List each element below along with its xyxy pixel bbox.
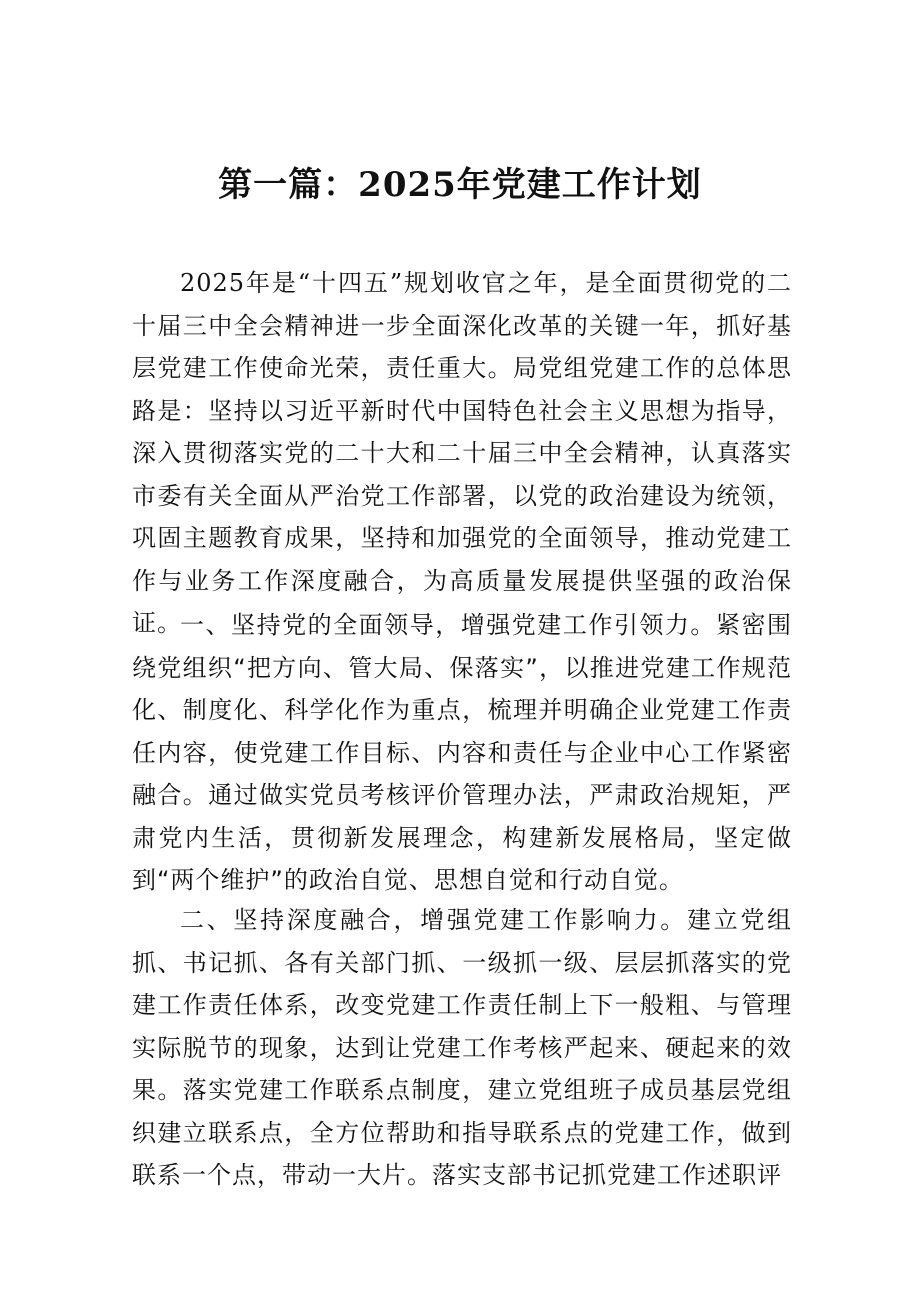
- paragraph-section-two: 二、坚持深度融合，增强党建工作影响力。建立党组抓、书记抓、各有关部门抓、一级抓一级、层层抓落实的党建工作责任体系，改变党建工作责任制上下一般粗、与管理实际脱节的现象，达到让党建工作考核严起来、硬起来的效果。落实党建工作联系点制度，建立党组班子成员基层党组织建立联系点，全方位帮助和指导联系点的党建工作，做到联系一个点，带动一大片。落实支部书记抓党建工作述职评: [132, 906, 792, 1189]
- paragraph-section-one: 一、坚持党的全面领导，增强党建工作引领力。紧密围绕党组织“把方向、管大局、保落实”，以推进党建工作规范化、制度化、科学化作为重点，梳理并明确企业党建工作责任内容，使党建工作目标、内容和责任与企业中心工作紧密融合。通过做实党员考核评价管理办法，严肃政治规矩，严肃党内生活，贯彻新发展理念，构建新发展格局，坚定做到“两个维护”的政治自觉、思想自觉和行动自觉。: [132, 611, 792, 894]
- document-title: 第一篇：2025年党建工作计划: [218, 165, 702, 205]
- paragraph-intro: 2025年是“十四五”规划收官之年，是全面贯彻党的二十届三中全会精神进一步全面深化改革的关键一年，抓好基层党建工作使命光荣，责任重大。局党组党建工作的总体思路是：坚持以习近平新时代中国特色社会主义思想为指导，深入贯彻落实党的二十大和二十届三中全会精神，认真落实市委有关全面从严治党工作部署，以党的政治建设为统领，巩固主题教育成果，坚持和加强党的全面领导，推动党建工作与业务工作深度融合，为高质量发展提供坚强的政治保证。: [132, 269, 792, 637]
